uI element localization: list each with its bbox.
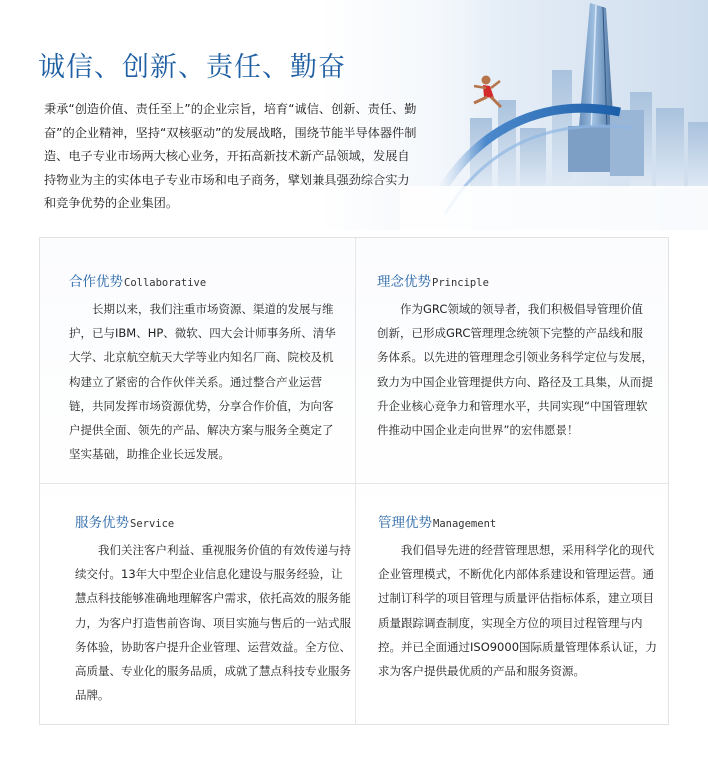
panel-title-en: Service <box>130 518 175 530</box>
panel-title-cn: 合作优势 <box>69 274 123 290</box>
panel-title-cn: 理念优势 <box>377 274 431 290</box>
panel-body: 我们关注客户利益、重视服务价值的有效传递与持续交付。13年大中型企业信息化建设与服务经验，让慧点科技能够准确地理解客户需求，依托高效的服务能力，为客户打造售前咨询、项目实施与售后的一站式服务体验，协助客户提升企业管理、运营效益。全方位、高质量、专业化的服务品质，成就了慧点科技专业服务品牌。 <box>75 543 351 703</box>
panel-management <box>378 511 658 683</box>
panel-principle <box>377 270 653 442</box>
hero-banner <box>0 0 708 230</box>
panel-service <box>75 511 353 707</box>
panel-body: 作为GRC领域的领导者，我们积极倡导管理价值创新，已形成GRC管理理念统领下完整的产品线和服务体系。以先进的管理理念引领业务科学定位与发展，致力为中国企业管理提供方向、路径及工具集，从而提升企业核心竞争力和管理水平，共同实现“中国管理软件推动中国企业走向世界”的宏伟愿景！ <box>377 302 653 438</box>
panel-title-en: Collaborative <box>124 277 207 289</box>
panel-title-cn: 管理优势 <box>378 515 432 531</box>
panel-cooperation <box>69 270 339 466</box>
panel-title-en: Principle <box>432 277 489 289</box>
panel-title <box>69 270 339 291</box>
panel-title-cn: 服务优势 <box>75 515 129 531</box>
panel-title <box>378 511 658 532</box>
panel-title-en: Management <box>433 518 497 530</box>
panel-title <box>75 511 353 532</box>
panel-body: 长期以来，我们注重市场资源、渠道的发展与维护，已与IBM、HP、微软、四大会计师事务所、清华大学、北京航空航天大学等业内知名厂商、院校及机构建立了紧密的合作伙伴关系。通过整合产业运营链，共同发挥市场资源优势，分享合作价值，为向客户提供全面、领先的产品、解决方案与服务全奠定了坚实基础，助推企业长远发展。 <box>69 302 336 462</box>
panel-title <box>377 270 653 291</box>
grid-divider-vertical <box>355 238 356 724</box>
grid-divider-horizontal <box>40 483 668 484</box>
panel-body: 我们倡导先进的经营管理思想，采用科学化的现代企业管理模式，不断优化内部体系建设和管理运营。通过制订科学的项目管理与质量评估指标体系，建立项目质量跟踪调查制度，实现全方位的项目过程管理与内控。并已全面通过ISO9000国际质量管理体系认证，力求为客户提供最优质的产品和服务资源。 <box>378 543 658 679</box>
slogan-heading: 诚信、创新、责任、勤奋 <box>38 52 346 83</box>
company-intro: 秉承“创造价值、责任至上”的企业宗旨，培育“诚信、创新、责任、勤奋”的企业精神，坚持“双核驱动”的发展战略，围绕节能半导体器件制造、电子专业市场两大核心业务，开拓高新技术新产品领域，发展自持物业为主的实体电子专业市场和电子商务，擘划兼具强劲综合实力和竞争优势的企业集团。 <box>44 102 417 210</box>
advantages-grid <box>39 237 669 725</box>
